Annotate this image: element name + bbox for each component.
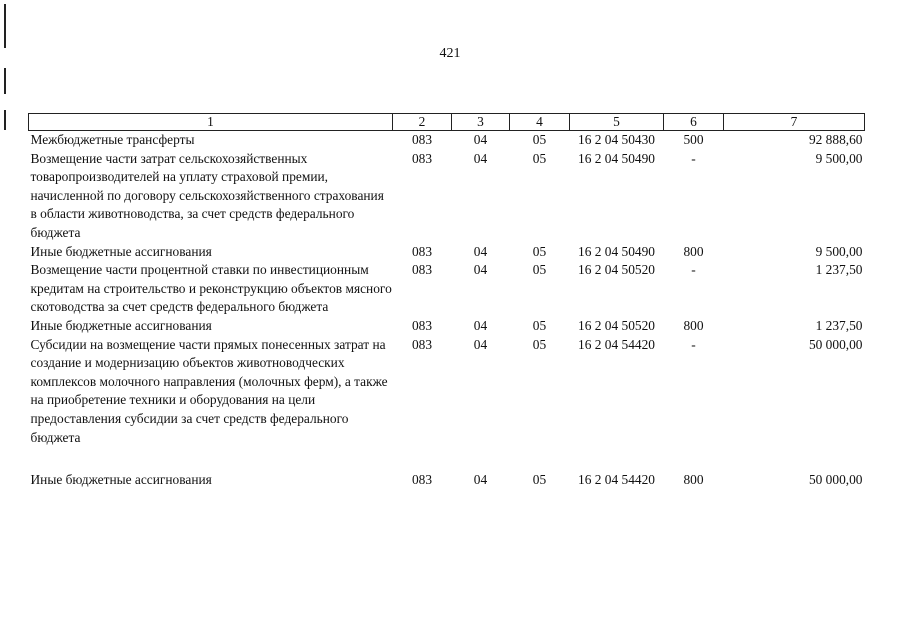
row-admin-code: 083 [411,472,433,488]
table-row [29,336,865,448]
row-expense-type: 800 [683,317,704,333]
header-col-7: 7 [724,114,865,131]
row-expense-type: - [691,262,696,278]
row-expense-type: 800 [683,472,704,488]
row-subsection: 05 [532,317,547,333]
row-subsection: 05 [532,132,547,147]
row-section: 04 [473,132,488,147]
table-header-row [29,114,865,131]
row-target-article: 16 2 04 50430 [578,132,655,147]
row-target-article: 16 2 04 50520 [578,262,655,278]
table-row [29,243,865,262]
row-target-article: 16 2 04 54420 [578,336,655,352]
spacer-cell [29,447,865,471]
row-amount: 50 000,00 [808,472,863,488]
row-admin-code: 083 [411,317,433,333]
row-expense-type: 500 [683,132,704,147]
row-target-article: 16 2 04 50490 [578,243,655,259]
row-name: Иные бюджетные ассигнования [30,317,212,333]
row-section: 04 [473,472,488,488]
header-col-5: 5 [570,114,664,131]
row-amount: 50 000,00 [808,336,863,352]
table-row [29,131,865,150]
header-col-1: 1 [29,114,393,131]
scan-edge-mark-top [4,4,6,48]
row-section: 04 [473,317,488,333]
table-row [29,471,865,490]
row-expense-type: 800 [683,243,704,259]
header-col-3: 3 [452,114,510,131]
row-section: 04 [473,243,488,259]
row-subsection: 05 [532,262,547,278]
row-amount: 1 237,50 [815,317,863,333]
header-col-2: 2 [393,114,452,131]
row-expense-type: - [691,150,696,166]
scan-edge-mark-middle [4,68,6,94]
row-target-article: 16 2 04 50490 [578,150,655,166]
row-name: Возмещение части процентной ставки по инвестиционным кредитам на строительство и реконструкцию объектов мясного скотоводства за счет средств федерального бюджета [30,262,392,315]
header-col-6: 6 [664,114,724,131]
row-admin-code: 083 [411,132,433,147]
row-target-article: 16 2 04 50520 [578,317,655,333]
table-row [29,150,865,243]
page-number: 421 [439,46,461,61]
budget-table [28,113,865,490]
row-admin-code: 083 [411,243,433,259]
row-target-article: 16 2 04 54420 [578,472,655,488]
row-name: Иные бюджетные ассигнования [30,472,212,488]
row-name: Иные бюджетные ассигнования [30,243,212,259]
row-amount: 92 888,60 [808,132,863,147]
row-amount: 9 500,00 [815,243,863,259]
row-section: 04 [473,262,488,278]
row-name: Возмещение части затрат сельскохозяйственных товаропроизводителей на уплату страховой премии, начисленной по договору сельскохозяйственного страхования в области животноводства, за счет средств федерального бюджета [30,150,384,240]
row-admin-code: 083 [411,336,433,352]
scan-edge-mark-lower [4,110,6,130]
table-row [29,317,865,336]
row-subsection: 05 [532,336,547,352]
row-section: 04 [473,336,488,352]
row-expense-type: - [691,336,696,352]
table-row [29,261,865,317]
row-admin-code: 083 [411,150,433,166]
row-subsection: 05 [532,243,547,259]
row-name: Субсидии на возмещение части прямых понесенных затрат на создание и модернизацию объектов животноводческих комплексов молочного направления (молочных ферм), а также на приобретение техники и оборудования на цели предоставления субсидии за счет средств федерального бюджета [30,336,388,445]
row-admin-code: 083 [411,262,433,278]
row-subsection: 05 [532,472,547,488]
row-amount: 1 237,50 [815,262,863,278]
row-subsection: 05 [532,150,547,166]
header-col-4: 4 [510,114,570,131]
row-section: 04 [473,150,488,166]
spacer-row [29,447,865,471]
row-name: Межбюджетные трансферты [30,132,195,147]
row-amount: 9 500,00 [815,150,863,166]
